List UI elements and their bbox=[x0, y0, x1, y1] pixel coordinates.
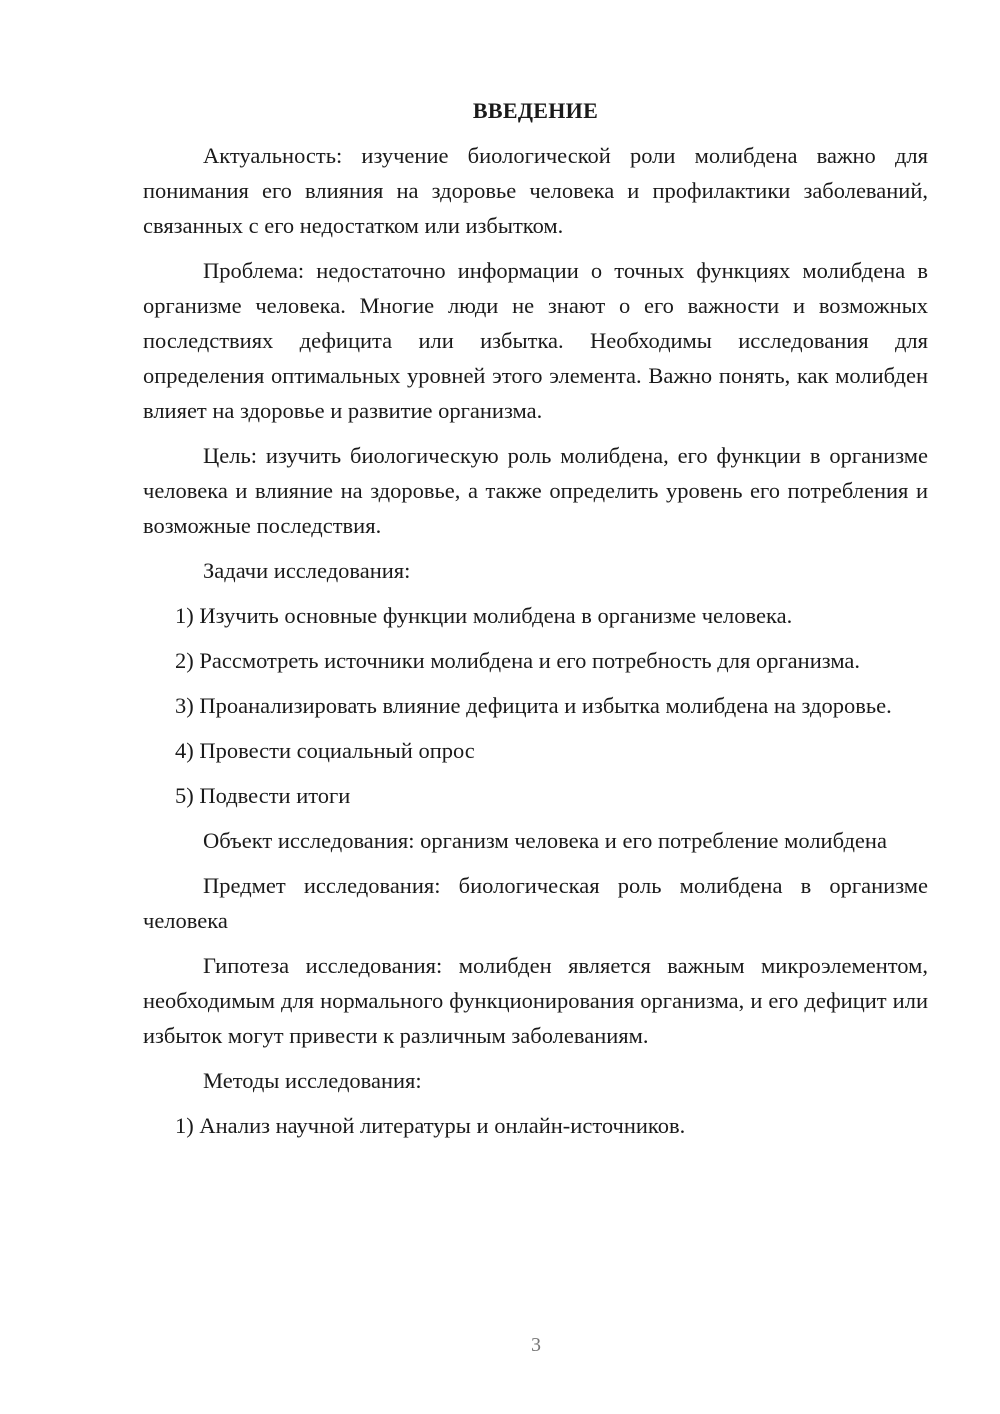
document-body bbox=[143, 93, 928, 1153]
task-item: 2) Рассмотреть источники молибдена и его потребность для организма. bbox=[175, 648, 861, 673]
task-item: 4) Провести социальный опрос bbox=[175, 738, 475, 763]
task-item: 5) Подвести итоги bbox=[175, 783, 351, 808]
goal-paragraph: Цель: изучить биологическую роль молибдена, его функции в организме человека и влияние на здоровье, а также определить уровень его потребления и возможные последствия. bbox=[143, 443, 928, 538]
page-number: 3 bbox=[531, 1334, 541, 1356]
problem-paragraph: Проблема: недостаточно информации о точных функциях молибдена в организме человека. Многие люди не знают о его важности и возможных последствиях дефицита или избытка. Необходимы исследования для определения оптимальных уровней этого элемента. Важно понять, как молибден влияет на здоровье и развитие организма. bbox=[143, 258, 928, 423]
methods-heading: Методы исследования: bbox=[203, 1068, 422, 1093]
task-item: 1) Изучить основные функции молибдена в организме человека. bbox=[175, 603, 793, 628]
relevance-paragraph: Актуальность: изучение биологической роли молибдена важно для понимания его влияния на здоровье человека и профилактики заболеваний, связанных с его недостатком или избытком. bbox=[143, 143, 928, 238]
hypothesis-paragraph: Гипотеза исследования: молибден является важным микроэлементом, необходимым для нормального функционирования организма, и его дефицит или избыток могут привести к различным заболеваниям. bbox=[143, 953, 928, 1048]
section-title: ВВЕДЕНИЕ bbox=[472, 98, 599, 123]
object-paragraph: Объект исследования: организм человека и его потребление молибдена bbox=[203, 828, 887, 853]
tasks-heading: Задачи исследования: bbox=[203, 558, 411, 583]
method-item: 1) Анализ научной литературы и онлайн-источников. bbox=[175, 1113, 686, 1138]
task-item: 3) Проанализировать влияние дефицита и избытка молибдена на здоровье. bbox=[175, 693, 892, 718]
subject-paragraph: Предмет исследования: биологическая роль молибдена в организме человека bbox=[143, 873, 928, 933]
